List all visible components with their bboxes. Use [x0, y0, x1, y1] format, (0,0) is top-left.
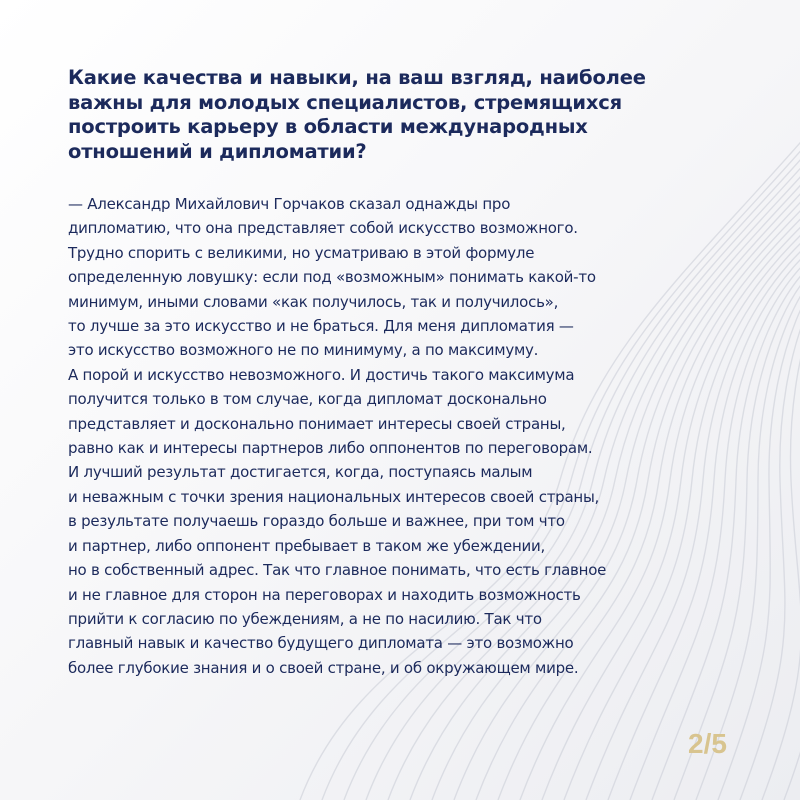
- heading-line: отношений и дипломатии?: [68, 139, 367, 163]
- paragraph-line: но в собственный адрес. Так что главное понимать, что есть главное: [68, 561, 607, 580]
- paragraph-line: получится только в том случае, когда дипломат досконально: [68, 390, 547, 409]
- paragraph-line: в результате получаешь гораздо больше и важнее, при том что: [68, 512, 565, 531]
- paragraph-line: дипломатию, что она представляет собой искусство возможного.: [68, 219, 578, 238]
- heading-line: Какие качества и навыки, на ваш взгляд, наиболее: [68, 66, 646, 89]
- paragraph-line: А порой и искусство невозможного. И достичь такого максимума: [68, 365, 575, 384]
- paragraph-line: И лучший результат достигается, когда, поступаясь малым: [68, 463, 533, 482]
- article: [68, 66, 748, 677]
- page-indicator: 2/5: [688, 728, 727, 759]
- question-heading: [68, 66, 748, 164]
- paragraph-line: это искусство возможного не по минимуму, а по максимуму.: [68, 341, 539, 360]
- answer-paragraph: [68, 192, 606, 680]
- paragraph-line: — Александр Михайлович Горчаков сказал однажды про: [68, 195, 511, 213]
- paragraph-line: то лучше за это искусство и не браться. Для меня дипломатия —: [68, 317, 574, 336]
- paragraph-line: и неважным с точки зрения национальных интересов своей страны,: [68, 487, 600, 506]
- paragraph-line: равно как и интересы партнеров либо оппонентов по переговорам.: [68, 439, 593, 458]
- paragraph-line: прийти к согласию по убеждениям, а не по насилию. Так что: [68, 609, 542, 628]
- paragraph-line: минимум, иными словами «как получилось, так и получилось»,: [68, 292, 559, 311]
- paragraph-line: главный навык и качество будущего дипломата — это возможно: [68, 634, 574, 653]
- paragraph-line: Трудно спорить с великими, но усматриваю в этой формуле: [68, 243, 535, 262]
- wave-line: [608, 243, 800, 800]
- heading-line: важны для молодых специалистов, стремящихся: [68, 90, 622, 114]
- paragraph-line: и не главное для сторон на переговорах и находить возможность: [68, 585, 581, 604]
- paragraph-line: более глубокие знания и о своей стране, и об окружающем мире.: [68, 658, 579, 677]
- paragraph-line: и партнер, либо оппонент пребывает в таком же убеждении,: [68, 536, 546, 555]
- paragraph-line: определенную ловушку: если под «возможным» понимать какой-то: [68, 268, 596, 287]
- heading-line: построить карьеру в области международных: [68, 115, 588, 138]
- paragraph-line: представляет и досконально понимает интересы своей страны,: [68, 414, 566, 433]
